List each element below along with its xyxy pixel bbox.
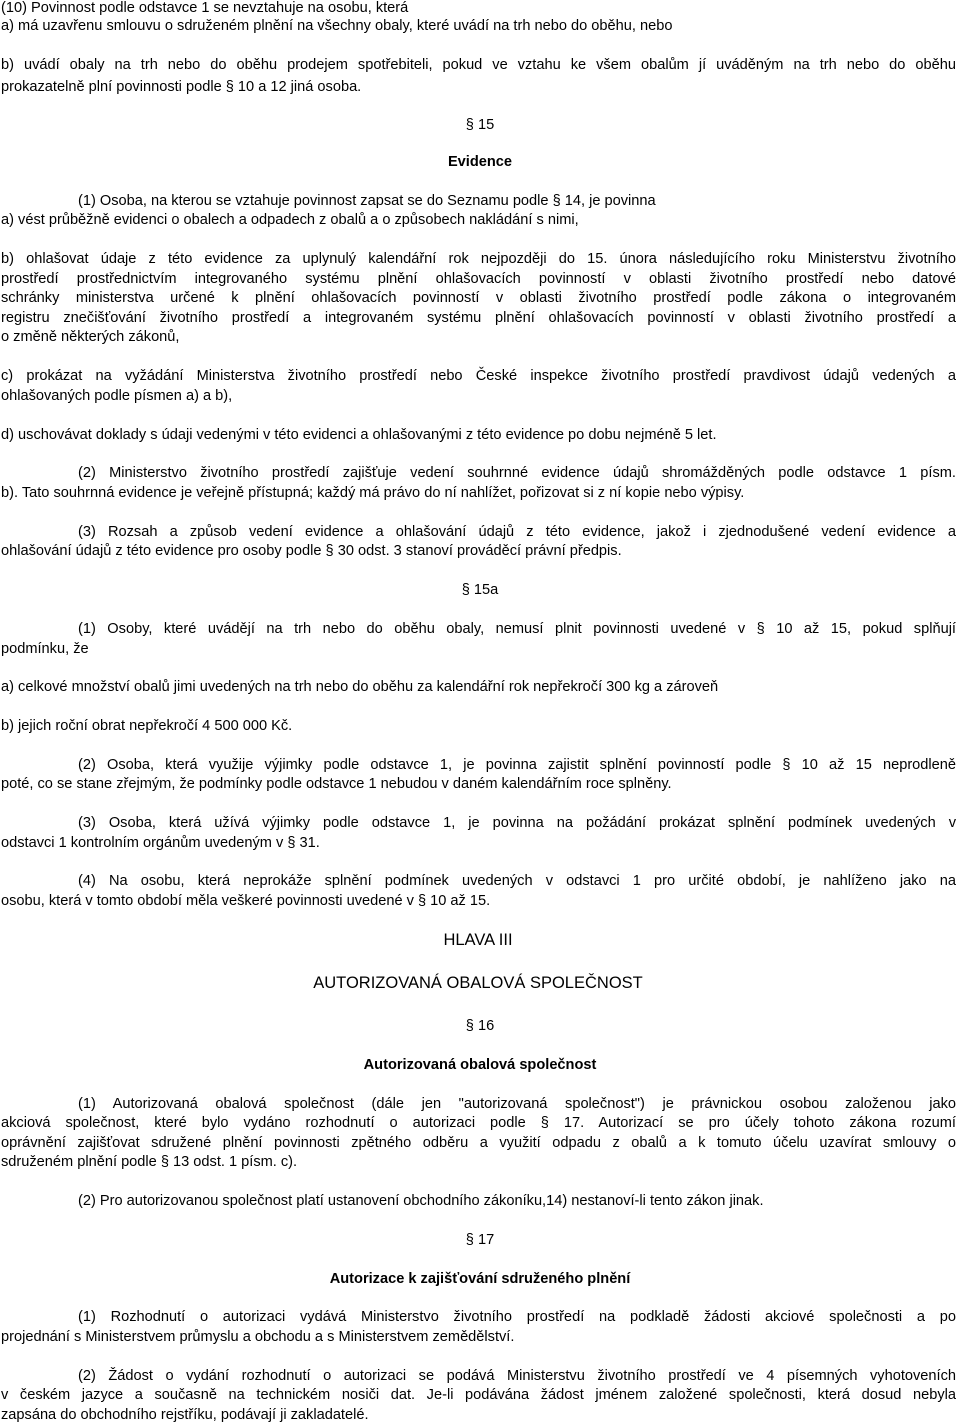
chapter-heading: HLAVA III — [443, 931, 513, 949]
section-16-number: § 16 — [465, 1018, 495, 1034]
section-15-paragraph-3-1: (3) Rozsah a způsob vedení evidence a ohlašování údajů z této evidence, jakož i zjednodušené vedení evidence a — [78, 524, 956, 540]
section-15a-paragraph-3-1: (3) Osoba, která užívá výjimky podle odstavce 1, je povinna na požádání prokázat splnění podmínek uvedených v — [78, 815, 956, 831]
section-15-item-b-3: schránky ministerstva určené k plnění ohlašovacích povinností v oblasti životního prostředí podle zákona o integrovaném — [1, 290, 956, 306]
section-15-title: Evidence — [447, 154, 513, 170]
section-16-paragraph-2: (2) Pro autorizovanou společnost platí ustanovení obchodního zákoníku,14) nestanoví-li tento zákon jinak. — [78, 1193, 764, 1209]
intro-line-2: a) má uzavřenu smlouvu o sdruženém plnění na všechny obaly, které uvádí na trh nebo do oběhu, nebo — [1, 18, 673, 34]
section-15-paragraph-2-1: (2) Ministerstvo životního prostředí zajišťuje vedení souhrnné evidence údajů shromážděných podle odstavce 1 písm. — [78, 465, 956, 481]
section-15-paragraph-1: (1) Osoba, na kterou se vztahuje povinnost zapsat se do Seznamu podle § 14, je povinna — [78, 193, 656, 209]
section-15a-item-a: a) celkové množství obalů jimi uvedených na trh nebo do oběhu za kalendářní rok nepřekročí 300 kg a zároveň — [1, 679, 719, 695]
section-15a-paragraph-1-1: (1) Osoby, které uvádějí na trh nebo do oběhu obaly, nemusí plnit povinnosti uvedené v § 10 až 15, pokud splňují — [78, 621, 956, 637]
section-15-paragraph-3-2: ohlašování údajů z této evidence pro osoby podle § 30 odst. 3 stanoví prováděcí právní předpis. — [1, 543, 622, 559]
section-16-paragraph-1-3: oprávnění zajišťovat sdružené plnění povinnosti zpětného odběru a využití odpadu z obalů a k tomuto účelu uzavírat smlouvy o — [1, 1135, 956, 1151]
section-17-paragraph-2-2: v českém jazyce a současně na technickém nosiči dat. Je-li podávána žádost jménem založené společnosti, která dosud nebyla — [1, 1387, 956, 1403]
section-15-number: § 15 — [465, 117, 495, 133]
section-15a-number: § 15a — [461, 582, 499, 598]
section-15a-paragraph-3-2: odstavci 1 kontrolním orgánům uvedeným v § 31. — [1, 835, 320, 851]
section-15-item-b-1: b) ohlašovat údaje z této evidence za uplynulý kalendářní rok nejpozději do 15. února následujícího roku Ministerstvu životního — [1, 251, 956, 267]
section-15-item-b-5: o změně některých zákonů, — [1, 329, 180, 345]
intro-line-1: (10) Povinnost podle odstavce 1 se nevztahuje na osobu, která — [1, 0, 409, 16]
section-15a-paragraph-4-1: (4) Na osobu, která neprokáže splnění podmínek uvedených v odstavci 1 pro určité období, je nahlíženo jako na — [78, 873, 956, 889]
section-16-title: Autorizovaná obalová společnost — [363, 1057, 597, 1073]
section-15a-paragraph-2-1: (2) Osoba, která využije výjimky podle odstavce 1, je povinna zajistit splnění povinností podle § 10 až 15 neprodleně — [78, 757, 956, 773]
section-17-paragraph-2-1: (2) Žádost o vydání rozhodnutí o autorizaci se podává Ministerstvu životního prostředí ve 4 písemných vyhotoveních — [78, 1368, 956, 1384]
section-15-item-a: a) vést průběžně evidenci o obalech a odpadech z obalů a o způsobech nakládání s nimi, — [1, 212, 579, 228]
section-15-item-b-4: registru znečišťování životního prostředí a integrovaném systému plnění ohlašovacích povinností v oblasti životního prostředí a — [1, 310, 956, 326]
section-15a-paragraph-1-2: podmínku, že — [1, 641, 89, 657]
section-15-paragraph-2-2: b). Tato souhrnná evidence je veřejně přístupná; každý má právo do ní nahlížet, pořizovat si z ní kopie nebo výpisy. — [1, 485, 745, 501]
section-15a-paragraph-2-2: poté, co se stane zřejmým, že podmínky podle odstavce 1 nebudou v daném kalendářním roce splněny. — [1, 776, 672, 792]
section-16-paragraph-1-2: akciová společnost, které bylo vydáno rozhodnutí o autorizaci podle § 17. Autorizací se pro účely tohoto zákona rozumí — [1, 1115, 956, 1131]
section-17-title: Autorizace k zajišťování sdruženého plnění — [329, 1271, 631, 1287]
section-15-item-c-1: c) prokázat na vyžádání Ministerstva životního prostředí nebo České inspekce životního prostředí pravdivost údajů vedených a — [1, 368, 956, 384]
section-15a-item-b: b) jejich roční obrat nepřekročí 4 500 000 Kč. — [1, 718, 293, 734]
section-16-paragraph-1-4: sdruženém plnění podle § 13 odst. 1 písm. c). — [1, 1154, 298, 1170]
section-15a-paragraph-4-2: osobu, která v tomto období měla veškeré povinnosti uvedené v § 10 až 15. — [1, 893, 491, 909]
section-17-number: § 17 — [465, 1232, 495, 1248]
section-15-item-d: d) uschovávat doklady s údaji vedenými v této evidenci a ohlašovanými z této evidence po dobu nejméně 5 let. — [1, 427, 717, 443]
section-17-paragraph-1-2: projednání s Ministerstvem průmyslu a obchodu a s Ministerstvem zemědělství. — [1, 1329, 515, 1345]
intro-line-4: prokazatelně plní povinnosti podle § 10 a 12 jiná osoba. — [1, 79, 362, 95]
section-15-item-b-2: prostředí prostřednictvím integrovaného systému plnění ohlašovacích povinností v oblasti životního prostředí nebo datové — [1, 271, 956, 287]
section-17-paragraph-2-3: zapsána do obchodního rejstříku, podávají ji zakladatelé. — [1, 1407, 369, 1423]
section-17-paragraph-1-1: (1) Rozhodnutí o autorizaci vydává Ministerstvo životního prostředí na podkladě žádosti akciové společnosti a po — [78, 1309, 956, 1325]
chapter-title: AUTORIZOVANÁ OBALOVÁ SPOLEČNOST — [313, 974, 643, 992]
intro-line-3: b) uvádí obaly na trh nebo do oběhu prodejem spotřebiteli, pokud ve vztahu ke všem obalům jí uváděným na trh nebo do oběhu — [1, 57, 956, 73]
section-15-item-c-2: ohlašovaných podle písmen a) a b), — [1, 388, 233, 404]
section-16-paragraph-1-1: (1) Autorizovaná obalová společnost (dále jen "autorizovaná společnost") je právnickou osobou založenou jako — [78, 1096, 956, 1112]
